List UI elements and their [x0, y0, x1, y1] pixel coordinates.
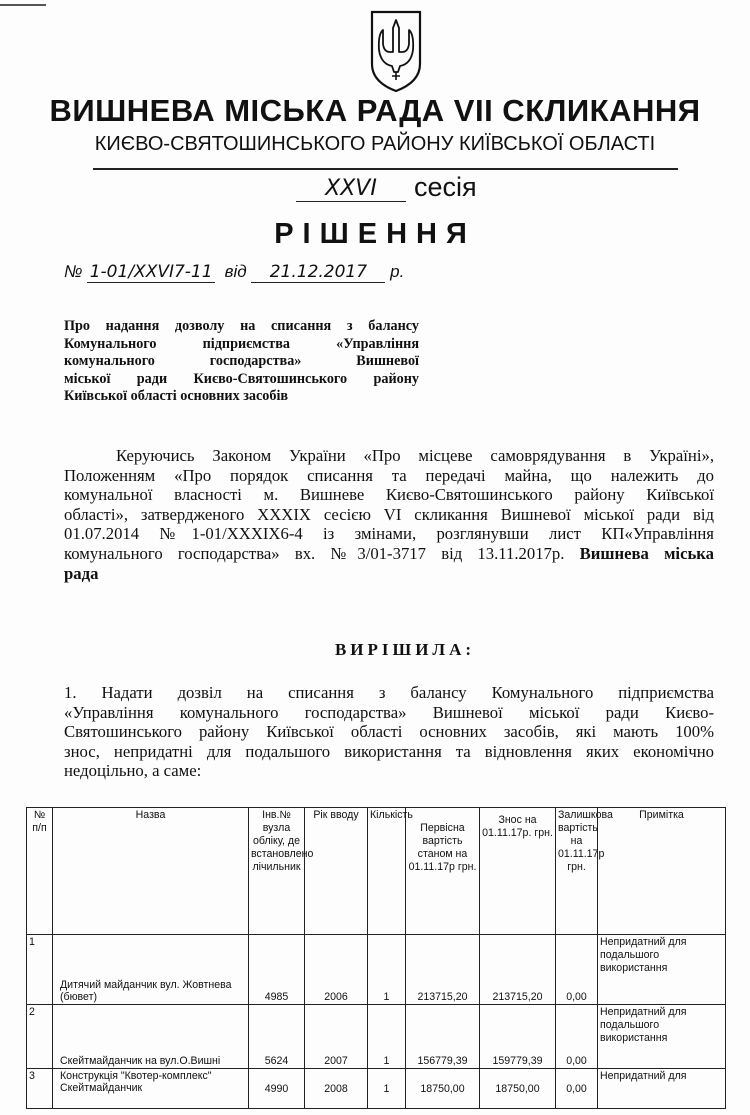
preamble-last-line [64, 564, 714, 584]
subject-line: Комунального підприємства «Управління [64, 335, 419, 352]
scan-edge-mark [0, 4, 46, 6]
cell-wear: 159779,39 [480, 1005, 556, 1069]
decision-number: 1-01/XXVI7-11 [87, 262, 215, 283]
decision-date: 21.12.2017 [251, 262, 385, 283]
cell-year: 2007 [305, 1005, 368, 1069]
number-prefix: № [64, 262, 83, 281]
session-label: сесія [414, 172, 477, 202]
cell-num: 3 [27, 1069, 53, 1109]
cell-residual: 0,00 [556, 1069, 598, 1109]
preamble-line: комунальної власності м. Вишневе Києво-Святошинського району Київської [64, 485, 714, 505]
cell-initial: 156779,39 [406, 1005, 480, 1069]
preamble-line: Положенням «Про порядок списання та передачі майна, що належить до [64, 465, 714, 485]
cell-wear: 18750,00 [480, 1069, 556, 1109]
item-line: знос, непридатні для подальшого використання та відновлення яких економічно [64, 741, 714, 761]
item-line: Святошинського району Київської області основних засобів, які мають 100% [64, 722, 714, 742]
cell-initial: 18750,00 [406, 1069, 480, 1109]
cell-note: Непридатний для [598, 1069, 726, 1109]
subject-line: Київської області основних засобів [64, 388, 289, 404]
col-header-year: Рік вводу [305, 808, 368, 935]
table-row [27, 935, 726, 1005]
decision-subject [64, 318, 419, 406]
cell-inv: 5624 [249, 1005, 305, 1069]
resolution-heading: ВИРІШИЛА: [334, 640, 476, 659]
preamble-line: Керуючись Законом України «Про місцеве самоврядування в Україні», [116, 446, 714, 465]
preamble-paragraph [64, 446, 714, 583]
resolution-item-1 [64, 683, 714, 781]
col-header-inv: Інв.№ вузла обліку, де встановлено лічильник [249, 808, 305, 935]
cell-name: Скейтмайданчик на вул.О.Вишні [53, 1005, 249, 1069]
cell-initial: 213715,20 [406, 935, 480, 1005]
district-name: КИЄВО-СВЯТОШИНСЬКОГО РАЙОНУ КИЇВСЬКОЇ ОБЛАСТІ [94, 133, 656, 155]
date-prefix: від [224, 262, 247, 281]
preamble-line: 01.07.2014 №1-01/XXXIX6-4 із змінами, розглянувши лист КП«Управління [64, 524, 714, 544]
cell-num: 1 [27, 935, 53, 1005]
table-row [27, 1069, 726, 1109]
year-suffix: р. [390, 262, 405, 281]
session-number: XXVI [296, 176, 406, 202]
cell-qty: 1 [368, 1005, 406, 1069]
col-header-note: Примітка [598, 808, 726, 935]
assets-table [26, 807, 726, 1109]
preamble-line: комунального господарства» вх. №3/01-3717 від 13.11.2017р. [64, 543, 565, 563]
cell-name: Дитячий майданчик вул. Жовтнева (бювет) [53, 935, 249, 1005]
cell-inv: 4990 [249, 1069, 305, 1109]
subject-line: міської ради Києво-Святошинського району [64, 370, 419, 387]
cell-inv: 4985 [249, 935, 305, 1005]
table-row [27, 1005, 726, 1069]
header-divider [93, 168, 678, 170]
item-line: 1. Надати дозвіл на списання з балансу Комунального підприємства [64, 683, 714, 702]
cell-name: Конструкція "Квотер-комплекс" Скейтмайданчик [53, 1069, 249, 1109]
col-header-initial: Первісна вартість станом на 01.11.17р грн. [406, 808, 480, 935]
item-line: недоцільно, а саме: [64, 761, 202, 781]
preamble-bold-tail: Вишнева міська [579, 543, 715, 563]
cell-residual: 0,00 [556, 1005, 598, 1069]
subject-line: Про надання дозволу на списання з балансу [64, 318, 419, 334]
decision-number-line [64, 262, 404, 283]
coat-of-arms-icon [368, 8, 424, 94]
preamble-bold-last: рада [64, 563, 99, 583]
council-name: ВИШНЕВА МІСЬКА РАДА VII СКЛИКАННЯ [49, 93, 701, 128]
col-header-qty: Кількість [368, 808, 406, 935]
cell-note: Непридатний для подальшого використання [598, 935, 726, 1005]
document-title: РІШЕННЯ [274, 218, 476, 250]
cell-wear: 213715,20 [480, 935, 556, 1005]
col-header-residual: Залишкова вартість на 01.11.17р грн. [556, 808, 598, 935]
preamble-line-with-tail [64, 544, 714, 564]
cell-qty: 1 [368, 935, 406, 1005]
table-header-row [27, 808, 726, 935]
cell-residual: 0,00 [556, 935, 598, 1005]
col-header-name: Назва [53, 808, 249, 935]
col-header-num: № п/п [27, 808, 53, 935]
cell-year: 2008 [305, 1069, 368, 1109]
cell-qty: 1 [368, 1069, 406, 1109]
cell-num: 2 [27, 1005, 53, 1069]
cell-year: 2006 [305, 935, 368, 1005]
col-header-wear: Знос на 01.11.17р. грн. [480, 808, 556, 935]
item-line: «Управління комунального господарства» Вишневої міської ради Києво- [64, 702, 714, 722]
subject-line: комунального господарства» Вишневої [64, 353, 419, 369]
preamble-line: області», затвердженого XXXIX сесією VI скликання Вишневої міської ради від [64, 504, 714, 524]
cell-note: Непридатний для подальшого використання [598, 1005, 726, 1069]
